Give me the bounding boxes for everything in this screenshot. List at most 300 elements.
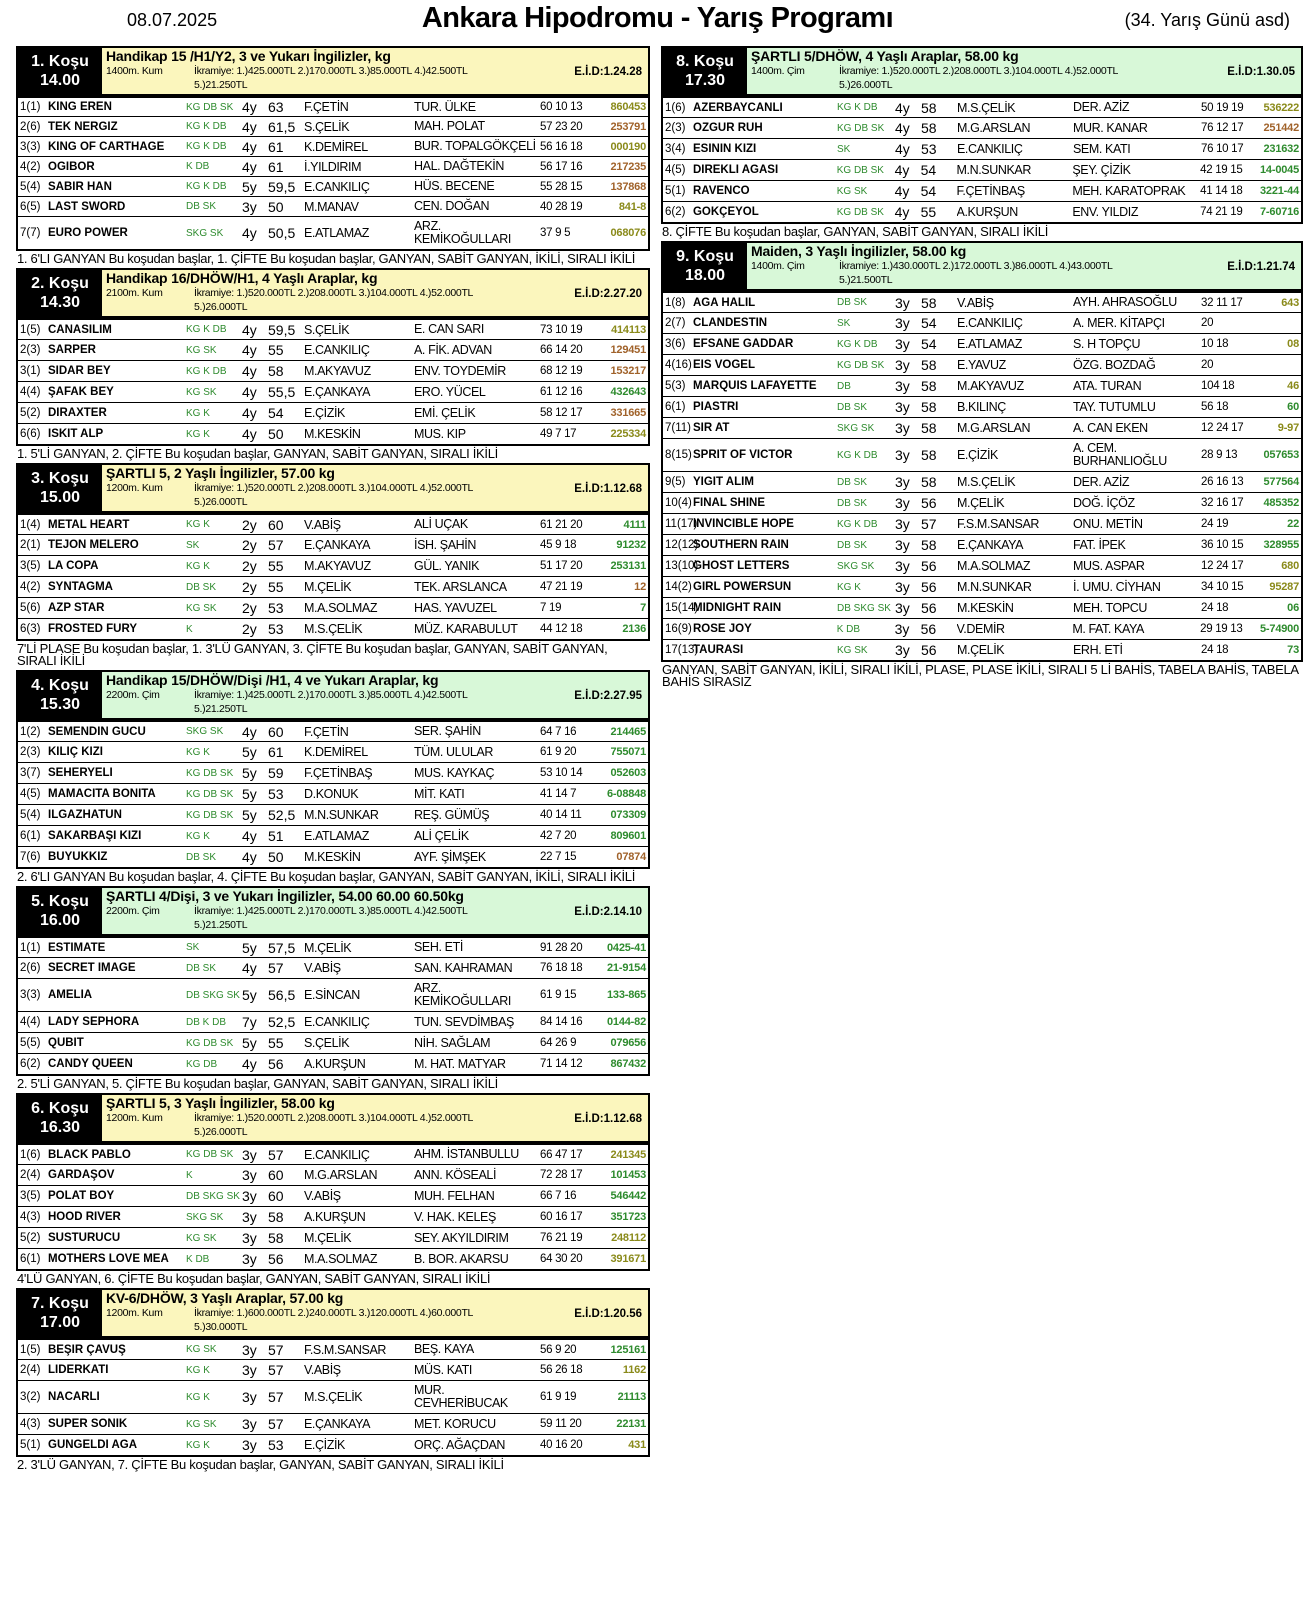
horse-weight: 54 xyxy=(921,315,937,331)
horse-weight: 57 xyxy=(268,1389,284,1405)
race-prize-5th: 5.)26.000TL xyxy=(194,1126,248,1138)
trainer-name: HAS. YAVUZEL xyxy=(414,600,497,615)
horse-age: 3y xyxy=(895,420,910,436)
horse-number: 5(4) xyxy=(20,809,41,821)
horse-number: 5(4) xyxy=(20,180,41,193)
race-bet-note: 1. 5'Lİ GANYAN, 2. ÇİFTE Bu koşudan başlar, GANYAN, SABİT GANYAN, SIRALI İKİLİ xyxy=(17,446,498,461)
horse-form: 577564 xyxy=(1263,476,1299,488)
horse-age: 4y xyxy=(894,162,910,178)
jockey-name: S.ÇELİK xyxy=(304,119,350,134)
horse-equipment: DB SK xyxy=(837,476,868,488)
horse-number: 2(7) xyxy=(665,317,686,329)
trainer-name: MÜS. KATI xyxy=(414,1362,472,1377)
horse-number: 4(2) xyxy=(20,581,41,593)
horse-weight: 59 xyxy=(268,765,284,781)
trainer-name: SER. ŞAHİN xyxy=(414,724,481,738)
horse-stats: 42 7 20 xyxy=(540,830,577,842)
horse-name: HOOD RIVER xyxy=(48,1211,121,1223)
horse-form: 485352 xyxy=(1263,497,1299,509)
horse-name: TEJON MELERO xyxy=(48,539,139,551)
trainer-name: MUS. KIP xyxy=(414,426,466,441)
horse-weight: 56 xyxy=(268,1056,284,1072)
trainer-name: ATA. TURAN xyxy=(1073,378,1142,393)
horse-weight: 55 xyxy=(268,558,284,574)
horse-age: 3y xyxy=(895,399,910,415)
race-number: 3. Koşu xyxy=(31,470,89,487)
horse-form: 351723 xyxy=(610,1211,646,1223)
race-info xyxy=(102,888,648,934)
horse-equipment: SK xyxy=(837,317,851,329)
horse-age: 3y xyxy=(895,537,910,553)
horse-row xyxy=(18,136,648,156)
horse-row xyxy=(663,597,1301,618)
race-record-time: E.İ.D:1.12.68 xyxy=(574,1113,642,1125)
trainer-name: MÜZ. KARABULUT xyxy=(414,621,518,636)
horse-name: LA COPA xyxy=(48,560,99,572)
trainer-name: DOĞ. İÇÖZ xyxy=(1073,495,1135,510)
horse-row xyxy=(18,339,648,360)
horse-age: 4y xyxy=(242,405,257,421)
jockey-name: F.ÇETİN xyxy=(304,100,349,114)
horse-stats: 12 24 17 xyxy=(1201,560,1244,572)
horse-number: 5(1) xyxy=(20,1439,41,1451)
race-time: 14.30 xyxy=(39,294,81,311)
horse-age: 2y xyxy=(242,579,257,595)
horse-row xyxy=(18,576,648,597)
horse-equipment: KG DB SK xyxy=(186,809,234,821)
horse-name: KING EREN xyxy=(48,101,112,113)
trainer-name: V. HAK. KELEŞ xyxy=(414,1209,496,1224)
race-block xyxy=(16,1288,650,1474)
jockey-name: E.YAVUZ xyxy=(957,358,1006,372)
horse-equipment: K xyxy=(186,1169,193,1181)
jockey-name: K.DEMİREL xyxy=(304,139,368,154)
race-distance-prize xyxy=(106,1306,644,1320)
jockey-name: B.KILINÇ xyxy=(957,400,1006,414)
race-prize: İkramiye: 1.)520.000TL 2.)208.000TL 3.)104.000TL 4.)52.000TL xyxy=(194,482,474,494)
horse-row xyxy=(663,396,1301,417)
jockey-name: A.KURŞUN xyxy=(304,1210,366,1224)
horse-equipment: DB K DB xyxy=(186,1016,227,1028)
race-time: 16.30 xyxy=(39,1119,81,1136)
jockey-name: M.S.ÇELİK xyxy=(957,475,1016,489)
horse-equipment: DB SK xyxy=(837,539,868,551)
horse-row xyxy=(663,639,1301,660)
race-label xyxy=(18,465,102,511)
horse-number: 11(17) xyxy=(665,518,698,530)
horse-stats: 40 16 20 xyxy=(540,1439,583,1451)
trainer-name: E. CAN SARI xyxy=(414,322,484,336)
jockey-name: E.CANKILIÇ xyxy=(957,316,1023,330)
horse-name: OGİBOR xyxy=(48,160,95,173)
horse-age: 3y xyxy=(895,336,910,352)
horse-age: 3y xyxy=(895,600,910,616)
horse-equipment: KG K DB xyxy=(186,181,227,192)
horse-age: 3y xyxy=(895,558,910,574)
horse-name: BLACK PABLO xyxy=(48,1148,131,1161)
horse-stats: 20 xyxy=(1201,359,1214,371)
horse-name: CANASİLİM xyxy=(48,323,112,336)
horse-stats: 45 9 18 xyxy=(540,539,577,551)
horse-name: GARDAŞOV xyxy=(48,1169,115,1181)
horse-form: 057653 xyxy=(1263,449,1299,461)
horse-form: 9-97 xyxy=(1277,422,1299,434)
horse-age: 5y xyxy=(242,807,257,823)
jockey-name: M.KESKİN xyxy=(957,601,1014,615)
race-bet-note: 4'LÜ GANYAN, 6. ÇİFTE Bu koşudan başlar, GANYAN, SABİT GANYAN, SIRALI İKİLİ xyxy=(17,1271,491,1286)
horse-stats: 7 19 xyxy=(540,602,562,614)
horse-stats: 66 47 17 xyxy=(540,1148,583,1161)
trainer-name: MET. KORUCU xyxy=(414,1416,496,1431)
horse-row xyxy=(18,381,648,402)
horse-name: LADY SEPHORA xyxy=(48,1016,140,1028)
jockey-name: E.ÇANKAYA xyxy=(304,538,371,552)
horse-stats: 32 11 17 xyxy=(1201,296,1243,309)
horse-table xyxy=(661,291,1303,662)
horse-age: 4y xyxy=(242,118,257,135)
jockey-name: K.DEMİREL xyxy=(304,745,368,759)
horse-weight: 54 xyxy=(268,405,284,421)
horse-weight: 55,5 xyxy=(268,384,296,400)
horse-weight: 60 xyxy=(268,1167,284,1183)
horse-row xyxy=(663,471,1301,492)
horse-age: 3y xyxy=(895,315,910,331)
horse-age: 4y xyxy=(242,225,257,241)
horse-stats: 56 18 xyxy=(1201,401,1229,413)
race-info xyxy=(102,465,648,511)
horse-weight: 52,5 xyxy=(268,807,296,823)
race-info xyxy=(102,270,648,316)
horse-weight: 55 xyxy=(268,579,284,595)
race-prize-5th: 5.)30.000TL xyxy=(194,1321,248,1333)
jockey-name: M.ÇELİK xyxy=(304,1231,352,1245)
race-block xyxy=(16,46,650,268)
horse-form: 536222 xyxy=(1263,101,1299,114)
horse-number: 2(3) xyxy=(665,122,686,134)
horse-number: 1(1) xyxy=(20,941,41,954)
horse-row xyxy=(18,1185,648,1206)
horse-equipment: DB SKG SK xyxy=(837,602,891,614)
race-bet-note: 1. 6'LI GANYAN Bu koşudan başlar, 1. ÇİFTE Bu koşudan başlar, GANYAN, SABİT GANYAN, İKİLİ, SIRALI İKİLİ xyxy=(17,251,636,266)
horse-equipment: KG DB SK xyxy=(186,767,234,779)
horse-equipment: K xyxy=(186,623,193,635)
horse-age: 3y xyxy=(242,1167,257,1183)
horse-row xyxy=(663,576,1301,597)
horse-age: 3y xyxy=(895,642,910,658)
horse-form: 214465 xyxy=(610,725,646,738)
horse-equipment: SKG SK xyxy=(837,560,875,572)
horse-name: İSKİT ALP xyxy=(48,428,104,440)
horse-row xyxy=(18,825,648,846)
horse-weight: 52,5 xyxy=(268,1014,296,1030)
jockey-name: F.ÇETİN xyxy=(304,724,349,739)
race-distance: 2200m. Çim xyxy=(106,905,160,917)
horse-name: SYNTAGMA xyxy=(48,581,113,593)
horse-weight: 60 xyxy=(268,516,284,533)
horse-equipment: KG SK xyxy=(836,185,868,197)
jockey-name: M.N.SUNKAR xyxy=(304,808,379,822)
horse-stats: 44 12 18 xyxy=(540,623,583,635)
race-conditions: ŞARTLI 4/Dişi, 3 ve Yukarı İngilizler, 54.00 60.00 60.50kg xyxy=(106,888,464,904)
race-info xyxy=(102,1095,648,1141)
race-distance: 1400m. Çim xyxy=(751,260,805,272)
horse-name: RAVENCO xyxy=(692,185,750,197)
trainer-name: MUR. KANAR xyxy=(1073,120,1148,135)
horse-name: CANDY QUEEN xyxy=(48,1058,133,1070)
horse-equipment: KG SK xyxy=(186,1232,217,1244)
trainer-name: DER. AZİZ xyxy=(1073,474,1130,489)
horse-weight: 58 xyxy=(921,447,937,463)
horse-name: SUSTURUCU xyxy=(48,1232,121,1244)
horse-name: METAL HEART xyxy=(48,518,130,531)
trainer-name: SEM. KATI xyxy=(1073,141,1131,156)
trainer-name: ENV. YILDIZ xyxy=(1072,204,1139,219)
horse-form: 841-8 xyxy=(618,200,646,213)
horse-number: 9(5) xyxy=(665,476,686,488)
horse-number: 3(4) xyxy=(665,143,686,155)
horse-stats: 60 16 17 xyxy=(540,1211,583,1223)
race-block xyxy=(16,1093,650,1288)
horse-form: 73 xyxy=(1287,644,1299,656)
trainer-name: B. BOR. AKARSU xyxy=(414,1251,509,1266)
horse-equipment: SKG SK xyxy=(186,227,224,239)
horse-number: 1(2) xyxy=(20,725,41,738)
horse-equipment: KG K xyxy=(186,560,210,572)
horse-weight: 55 xyxy=(920,204,937,220)
horse-equipment: SKG SK xyxy=(837,422,875,434)
trainer-name: MUS. KAYKAÇ xyxy=(414,765,495,780)
race-info xyxy=(102,48,648,94)
horse-age: 4y xyxy=(894,183,910,199)
horse-weight: 59,5 xyxy=(268,178,296,195)
trainer-name: S. H TOPÇU xyxy=(1073,336,1141,351)
horse-row xyxy=(663,354,1301,375)
race-distance: 1200m. Kum xyxy=(106,1307,163,1319)
horse-age: 5y xyxy=(242,765,257,781)
horse-equipment: KG K DB xyxy=(186,121,227,132)
race-conditions: Handikap 16/DHÖW/H1, 4 Yaşlı Araplar, kg xyxy=(106,270,378,286)
horse-weight: 55 xyxy=(268,1035,284,1051)
horse-row xyxy=(18,1143,648,1164)
horse-form: 251442 xyxy=(1263,122,1299,134)
horse-weight: 56 xyxy=(921,600,937,616)
horse-row xyxy=(18,1434,648,1455)
horse-stats: 55 28 15 xyxy=(540,180,583,193)
horse-age: 2y xyxy=(242,621,257,637)
horse-age: 3y xyxy=(242,198,257,215)
race-header xyxy=(16,670,650,720)
horse-form: 253131 xyxy=(610,560,646,572)
horse-row xyxy=(18,360,648,381)
horse-age: 3y xyxy=(895,357,910,373)
horse-age: 3y xyxy=(895,447,910,463)
horse-form: 60 xyxy=(1287,401,1299,413)
page-title: Ankara Hipodromu - Yarış Programı xyxy=(421,2,894,34)
horse-name: FINAL SHINE xyxy=(693,497,765,509)
race-prize-5th: 5.)21.250TL xyxy=(194,703,248,715)
race-time: 17.00 xyxy=(39,1314,81,1331)
horse-number: 4(4) xyxy=(20,386,41,398)
horse-weight: 58 xyxy=(921,474,937,490)
horse-age: 3y xyxy=(242,1251,257,1267)
horse-number: 5(1) xyxy=(665,185,686,197)
horse-age: 5y xyxy=(242,744,257,760)
jockey-name: M.A.SOLMAZ xyxy=(957,559,1031,573)
horse-name: PIASTRI xyxy=(693,401,739,413)
horse-stats: 24 19 xyxy=(1201,518,1229,530)
horse-equipment: KG SK xyxy=(186,1418,217,1430)
trainer-name: MEH. KARATOPRAK xyxy=(1072,183,1186,198)
horse-form: 101453 xyxy=(610,1169,646,1181)
horse-form: 4111 xyxy=(623,518,646,531)
horse-form: 680 xyxy=(1281,560,1299,572)
horse-number: 10(4) xyxy=(665,497,692,509)
horse-form: 253791 xyxy=(610,120,646,133)
horse-stats: 57 23 20 xyxy=(540,120,583,133)
horse-age: 3y xyxy=(242,1416,257,1432)
trainer-name: MUR. CEVHERİBUCAK xyxy=(414,1383,508,1410)
race-prize: İkramiye: 1.)520.000TL 2.)208.000TL 3.)104.000TL 4.)52.000TL xyxy=(194,1112,474,1124)
horse-name: KING OF CARTHAGE xyxy=(48,140,165,153)
race-number: 9. Koşu xyxy=(676,248,734,265)
trainer-name: MUH. FELHAN xyxy=(414,1188,495,1203)
trainer-name: MEH. TOPCU xyxy=(1073,600,1148,615)
jockey-name: E.ATLAMAZ xyxy=(957,337,1022,351)
horse-stats: 66 7 16 xyxy=(540,1190,577,1202)
horse-weight: 58 xyxy=(268,1230,284,1246)
horse-weight: 50,5 xyxy=(268,225,296,241)
horse-form: 073309 xyxy=(610,809,646,821)
race-header xyxy=(16,1093,650,1143)
horse-name: MIDNIGHT RAIN xyxy=(693,602,782,614)
trainer-name: ALİ UÇAK xyxy=(414,517,468,531)
horse-age: 5y xyxy=(242,939,257,956)
horse-weight: 56,5 xyxy=(268,987,296,1003)
trainer-name: DER. AZİZ xyxy=(1073,100,1130,114)
horse-weight: 58 xyxy=(921,537,937,553)
jockey-name: E.CANKILIÇ xyxy=(304,343,370,357)
trainer-name: AHM. İSTANBULLU xyxy=(414,1147,519,1161)
race-record-time: E.İ.D:2.27.20 xyxy=(574,288,642,300)
horse-row xyxy=(663,333,1301,354)
race-conditions: Handikap 15/DHÖW/Dişi /H1, 4 ve Yukarı Araplar, kg xyxy=(106,672,439,688)
race-header xyxy=(661,46,1303,96)
jockey-name: M.ÇELİK xyxy=(304,940,352,955)
horse-row xyxy=(18,534,648,555)
horse-row xyxy=(18,804,648,825)
trainer-name: BUR. TOPALGÖKÇELİ xyxy=(414,139,536,153)
trainer-name: ONU. METİN xyxy=(1073,516,1143,531)
horse-row xyxy=(663,117,1301,138)
trainer-name: AYF. ŞİMŞEK xyxy=(414,849,486,864)
race-record-time: E.İ.D:1.12.68 xyxy=(574,483,642,495)
horse-name: GÖKÇEYOL xyxy=(692,206,759,218)
horse-form: 7 xyxy=(640,602,646,614)
jockey-name: M.MANAV xyxy=(304,199,359,214)
horse-stats: 61 9 15 xyxy=(540,989,577,1001)
horse-weight: 61 xyxy=(268,158,284,175)
horse-age: 4y xyxy=(242,99,257,115)
horse-name: EİS VOGEL xyxy=(693,359,755,371)
horse-row xyxy=(18,513,648,534)
race-distance: 1200m. Kum xyxy=(106,1112,163,1124)
horse-weight: 60 xyxy=(268,723,284,740)
horse-number: 7(11) xyxy=(665,422,691,434)
horse-weight: 53 xyxy=(268,600,284,616)
horse-name: SOUTHERN RAIN xyxy=(693,539,789,551)
horse-form: 546442 xyxy=(610,1190,646,1202)
race-bet-note: 7'Lİ PLASE Bu koşudan başlar, 1. 3'LÜ GANYAN, 3. ÇİFTE Bu koşudan başlar, GANYAN, SABİT GANYAN, SIRALI İKİLİ xyxy=(17,641,608,668)
jockey-name: M.KESKİN xyxy=(304,850,361,864)
horse-weight: 57 xyxy=(268,1341,284,1358)
horse-name: AĞA HALİL xyxy=(693,296,756,309)
horse-table xyxy=(16,513,650,641)
horse-number: 4(3) xyxy=(20,1211,41,1223)
race-distance: 2200m. Çim xyxy=(106,689,160,701)
horse-stats: 40 28 19 xyxy=(540,200,583,213)
horse-form: 22131 xyxy=(616,1418,646,1430)
race-conditions: Handikap 15 /H1/Y2, 3 ve Yukarı İngilizler, kg xyxy=(106,48,391,64)
horse-weight: 58 xyxy=(921,294,937,311)
horse-stats: 76 10 17 xyxy=(1201,143,1244,155)
race-number: 7. Koşu xyxy=(31,1295,89,1312)
trainer-name: BEŞ. KAYA xyxy=(414,1342,474,1356)
horse-number: 2(3) xyxy=(20,746,41,758)
horse-equipment: KG DB SK xyxy=(186,1149,234,1160)
race-distance-prize xyxy=(106,1111,644,1125)
horse-form: 432643 xyxy=(610,386,646,398)
race-label xyxy=(18,1290,102,1336)
horse-equipment: KG K DB xyxy=(186,324,227,335)
horse-name: BEŞİR ÇAVUŞ xyxy=(48,1343,126,1356)
horse-weight: 58 xyxy=(921,399,937,415)
horse-weight: 51 xyxy=(268,828,284,844)
horse-equipment: DB SKG SK xyxy=(186,1190,240,1202)
race-info xyxy=(102,672,648,718)
jockey-name: M.G.ARSLAN xyxy=(304,1168,378,1182)
race-number: 1. Koşu xyxy=(31,53,89,70)
jockey-name: M.G.ARSLAN xyxy=(957,421,1031,435)
horse-age: 3y xyxy=(895,294,910,311)
horse-row xyxy=(18,1380,648,1413)
horse-table xyxy=(16,720,650,869)
horse-stats: 76 21 19 xyxy=(540,1232,583,1244)
horse-equipment: KG K DB xyxy=(837,518,878,530)
horse-number: 2(1) xyxy=(20,539,41,551)
horse-number: 5(2) xyxy=(20,407,41,419)
horse-name: SEMENDİN GÜCÜ xyxy=(48,725,146,738)
horse-age: 3y xyxy=(895,378,910,394)
trainer-name: GÜL. YANIK xyxy=(414,558,480,573)
horse-age: 3y xyxy=(242,1209,257,1225)
jockey-name: M.KESKİN xyxy=(304,427,361,441)
horse-row xyxy=(663,555,1301,576)
race-bet-note: 8. ÇİFTE Bu koşudan başlar, GANYAN, SABİT GANYAN, SIRALI İKİLİ xyxy=(662,224,1049,239)
race-distance: 1200m. Kum xyxy=(106,482,163,494)
horse-age: 4y xyxy=(242,828,257,844)
horse-number: 4(3) xyxy=(20,1418,41,1430)
horse-row xyxy=(18,936,648,957)
horse-form: 231632 xyxy=(1263,143,1299,155)
race-record-time: E.İ.D:2.14.10 xyxy=(574,906,642,918)
horse-form: 414113 xyxy=(611,323,646,336)
horse-age: 3y xyxy=(242,1389,257,1405)
horse-form: 860453 xyxy=(610,101,646,113)
horse-age: 3y xyxy=(895,474,910,490)
horse-form: 809601 xyxy=(610,830,646,842)
horse-number: 2(6) xyxy=(20,962,41,974)
horse-stats: 74 21 19 xyxy=(1200,206,1243,218)
